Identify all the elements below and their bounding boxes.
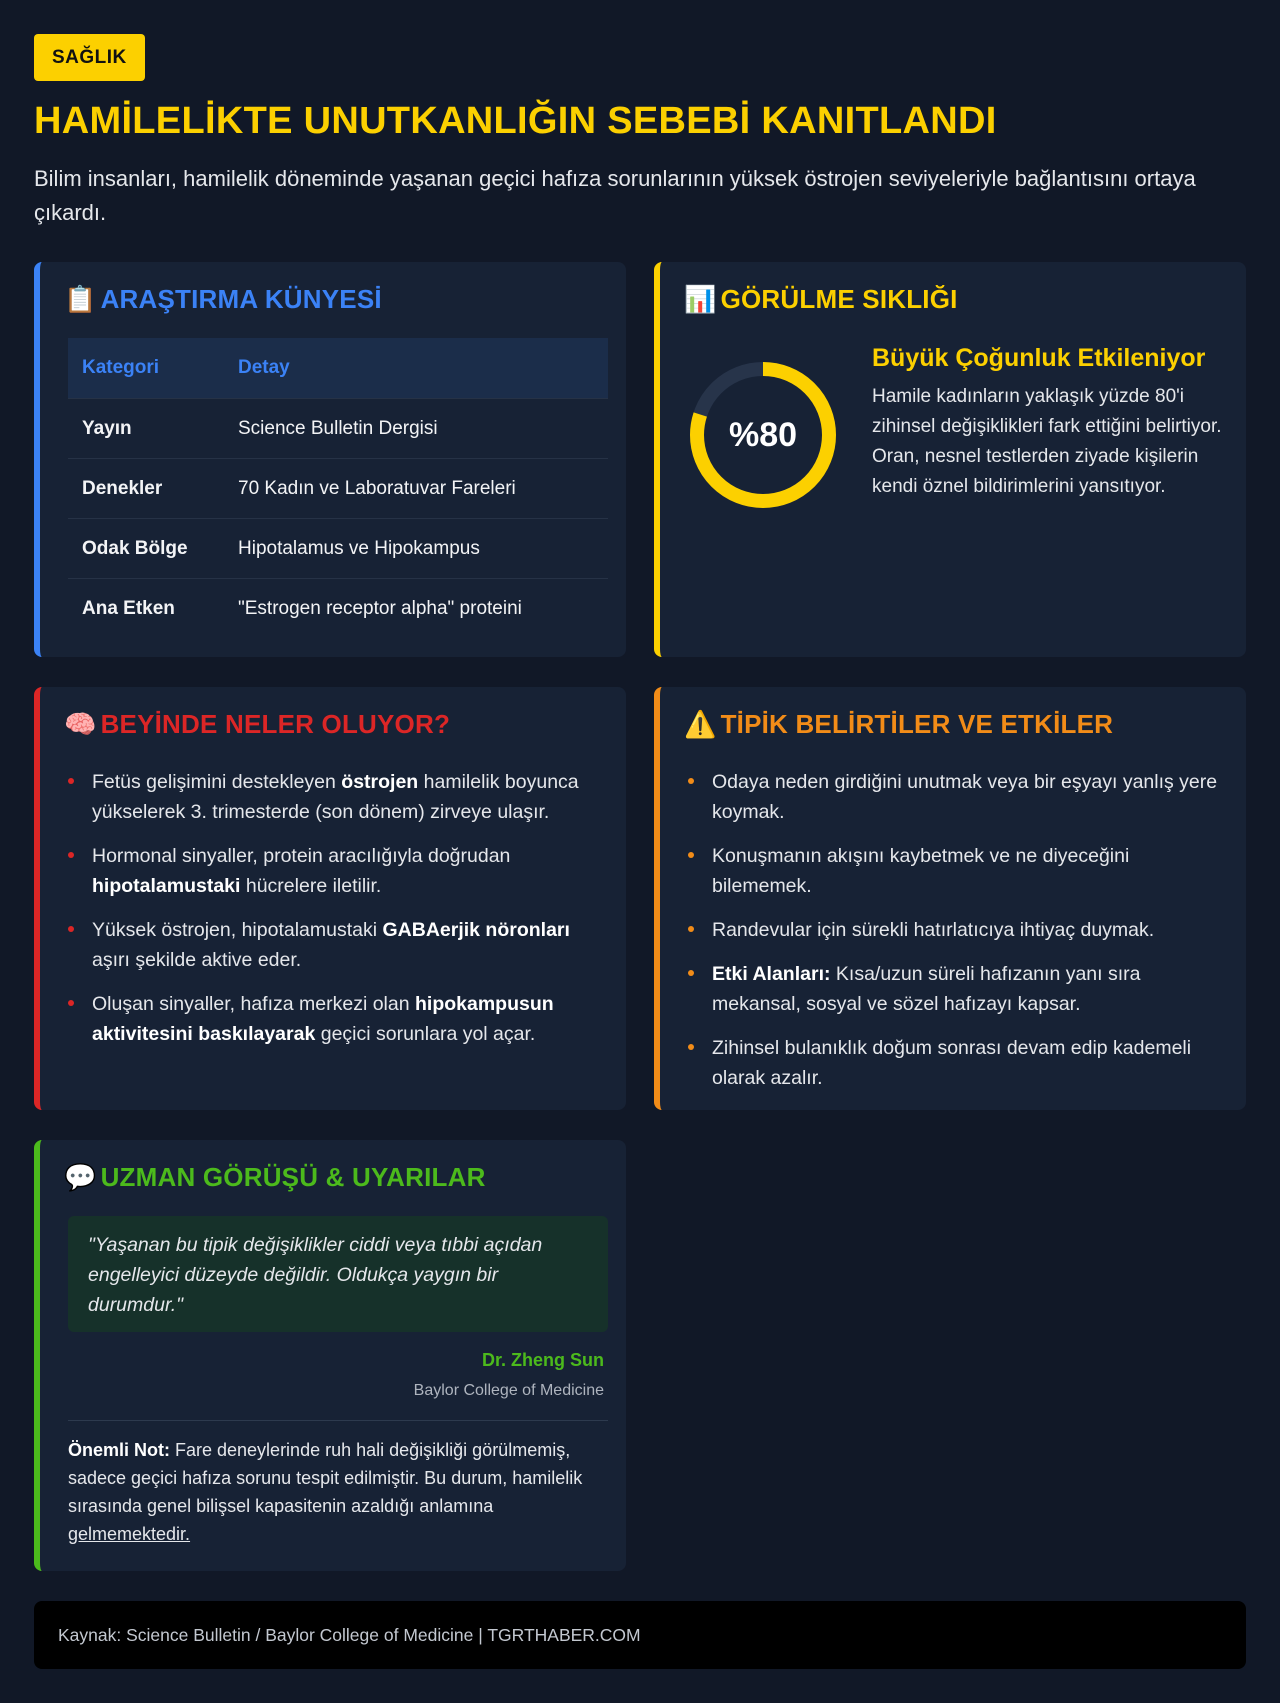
divider (68, 1420, 608, 1421)
item-post-text: Odaya neden girdiğini unutmak veya bir eşyayı yanlış yere koymak. (712, 771, 1218, 823)
note-text: Fare deneylerinde ruh hali değişikliği görülmemiş, sadece geçici hafıza sorunu tespit edilmiştir. Bu durum, hamilelik sırasında genel bilişsel kapasitenin azaldığı anlamına (68, 1440, 583, 1516)
bullet-dot-icon (688, 778, 694, 784)
bullet-dot-icon (68, 926, 74, 932)
brain-card-title (64, 709, 450, 740)
bullet-dot-icon (688, 1044, 694, 1050)
headline: HAMİLELİKTE UNUTKANLIĞIN SEBEBİ KANITLANDI (34, 100, 997, 142)
row-key: Ana Etken (68, 579, 224, 639)
speech-bubble-icon: 💬 (64, 1162, 97, 1193)
item-post-text: hamilelik boyunca yükselerek 3. trimesterde (son dönem) zirveye ulaşır. (92, 771, 579, 823)
frequency-card-title-text: GÖRÜLME SIKLIĞI (720, 284, 958, 314)
bar-chart-icon: 📊 (684, 284, 717, 315)
list-item (68, 841, 598, 901)
symptoms-card-title-text: TİPİK BELİRTİLER VE ETKİLER (720, 709, 1114, 739)
brain-list (68, 767, 598, 1063)
table-header-category: Kategori (68, 338, 224, 399)
list-item (688, 767, 1218, 827)
bullet-dot-icon (688, 852, 694, 858)
lede-paragraph: Bilim insanları, hamilelik döneminde yaşanan geçici hafıza sorunlarının yüksek östrojen seviyeleriyle bağlantısını ortaya çıkardı. (34, 166, 1196, 225)
item-pre-text: Oluşan sinyaller, hafıza merkezi olan (92, 993, 415, 1015)
table-row (68, 579, 608, 639)
brain-card (34, 687, 626, 1110)
source-footer (34, 1601, 1246, 1669)
expert-quote: "Yaşanan bu tipik değişiklikler ciddi veya tıbbi açıdan engelleyici düzeyde değildir. Oldukça yaygın bir durumdur." (68, 1216, 608, 1332)
bullet-dot-icon (68, 1000, 74, 1006)
brain-icon: 🧠 (64, 709, 97, 740)
symptoms-card (654, 687, 1246, 1110)
symptoms-card-title (684, 709, 1113, 740)
research-card-title (64, 284, 382, 315)
note-underlined-text: gelmemektedir. (68, 1524, 191, 1544)
list-item (68, 989, 598, 1049)
list-item (688, 841, 1218, 901)
item-post-text: hücrelere iletilir. (240, 875, 382, 897)
item-bold-text: östrojen (341, 771, 419, 793)
warning-icon: ⚠️ (684, 709, 717, 740)
item-post-text: Zihinsel bulanıklık doğum sonrası devam edip kademeli olarak azalır. (712, 1037, 1192, 1089)
category-tag: SAĞLIK (34, 34, 145, 81)
quote-author: Dr. Zheng Sun (481, 1350, 604, 1370)
row-value: "Estrogen receptor alpha" proteini (224, 579, 608, 639)
item-post-text: geçici sorunlara yol açar. (315, 1023, 536, 1045)
item-post-text: Kısa/uzun süreli hafızanın yanı sıra mekansal, sosyal ve sözel hafızayı kapsar. (712, 963, 1141, 1015)
note-label: Önemli Not: (68, 1440, 170, 1460)
research-card-title-text: ARAŞTIRMA KÜNYESİ (100, 284, 382, 314)
bullet-dot-icon (68, 778, 74, 784)
list-item (68, 915, 598, 975)
item-bold-text: hipokampusun aktivitesini baskılayarak (92, 993, 554, 1045)
list-item (688, 1033, 1218, 1093)
brain-card-title-text: BEYİNDE NELER OLUYOR? (100, 709, 451, 739)
row-key: Yayın (68, 399, 224, 459)
bullet-dot-icon (688, 970, 694, 976)
bullet-dot-icon (68, 852, 74, 858)
quote-institution: Baylor College of Medicine (413, 1382, 604, 1399)
list-item (688, 915, 1218, 945)
percentage-donut (688, 360, 838, 510)
important-note (68, 1436, 608, 1548)
item-post-text: Randevular için sürekli hatırlatıcıya ihtiyaç duymak. (712, 919, 1155, 941)
item-bold-text: hipotalamustaki (92, 875, 241, 897)
list-item (688, 959, 1218, 1019)
item-pre-text: Fetüs gelişimini destekleyen (92, 771, 342, 793)
row-value: 70 Kadın ve Laboratuvar Fareleri (224, 459, 608, 519)
bullet-dot-icon (688, 926, 694, 932)
research-table (68, 338, 608, 638)
list-item (68, 767, 598, 827)
source-text: Kaynak: Science Bulletin / Baylor College of Medicine | TGRTHABER.COM (58, 1624, 641, 1645)
table-row (68, 399, 608, 459)
row-key: Odak Bölge (68, 519, 224, 579)
table-row (68, 459, 608, 519)
item-bold-text: GABAerjik nöronları (382, 919, 570, 941)
row-value: Science Bulletin Dergisi (224, 399, 608, 459)
expert-card-title (64, 1162, 486, 1193)
clipboard-icon: 📋 (64, 284, 97, 315)
expert-card (34, 1140, 626, 1571)
symptoms-list (688, 767, 1218, 1107)
item-post-text: Konuşmanın akışını kaybetmek ve ne diyeceğini bilememek. (712, 845, 1130, 897)
table-row (68, 519, 608, 579)
row-value: Hipotalamus ve Hipokampus (224, 519, 608, 579)
table-header-detail: Detay (224, 338, 608, 399)
table-header-row (68, 338, 608, 399)
frequency-subtitle: Büyük Çoğunluk Etkileniyor (872, 344, 1206, 372)
research-card (34, 262, 626, 657)
item-pre-text: Yüksek östrojen, hipotalamustaki (92, 919, 383, 941)
frequency-card (654, 262, 1246, 657)
item-bold-text: Etki Alanları: (712, 963, 831, 985)
percentage-label: %80 (728, 415, 798, 454)
item-pre-text: Hormonal sinyaller, protein aracılığıyla doğrudan (92, 845, 511, 867)
frequency-card-title (684, 284, 958, 315)
item-post-text: aşırı şekilde aktive eder. (92, 949, 302, 971)
frequency-text: Hamile kadınların yaklaşık yüzde 80'i zihinsel değişiklikleri fark ettiğini belirtiyor. Oran, nesnel testlerden ziyade kişilerin kendi öznel bildirimlerini yansıtıyor. (872, 386, 1222, 497)
expert-card-title-text: UZMAN GÖRÜŞÜ & UYARILAR (100, 1162, 486, 1192)
row-key: Denekler (68, 459, 224, 519)
